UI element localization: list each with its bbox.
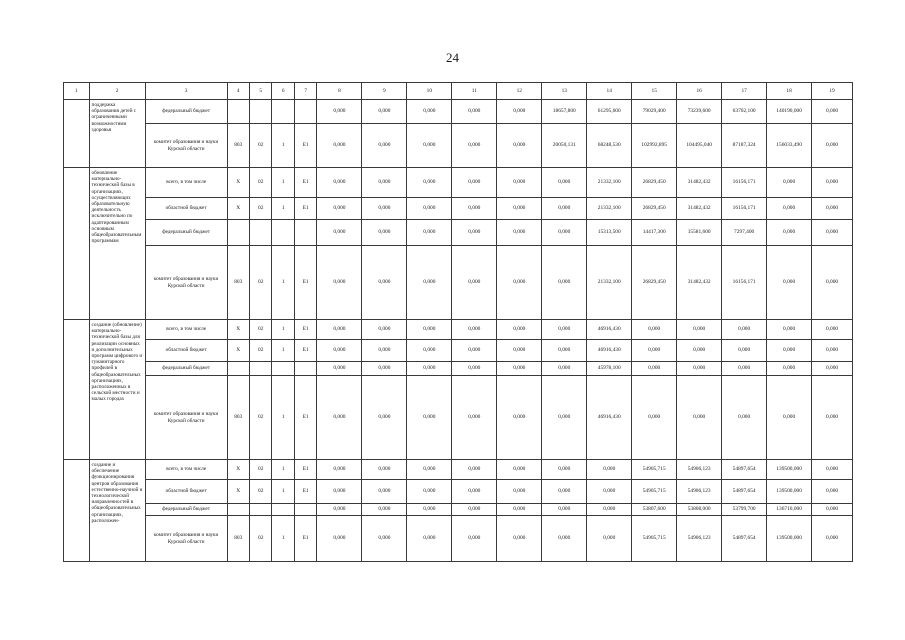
value-cell: 0,000: [317, 100, 362, 124]
table-row: [64, 168, 853, 198]
value-cell: 0,000: [317, 480, 362, 504]
code-cell: [249, 362, 271, 376]
value-cell: 0,000: [767, 168, 812, 198]
value-cell: 0,000: [767, 220, 812, 246]
value-cell: 26829,450: [632, 198, 677, 220]
value-cell: 0,000: [812, 168, 853, 198]
value-cell: 54897,654: [722, 480, 767, 504]
code-cell: 02: [249, 376, 271, 460]
value-cell: 0,000: [812, 124, 853, 168]
funding-source: всего, в том числе: [145, 168, 227, 198]
value-cell: 53808,000: [677, 504, 722, 516]
value-cell: 0,000: [317, 246, 362, 320]
code-cell: Х: [227, 320, 249, 340]
value-cell: 0,000: [812, 220, 853, 246]
value-cell: 54906,123: [677, 480, 722, 504]
value-cell: 54905,715: [632, 460, 677, 480]
code-cell: 1: [272, 246, 294, 320]
code-cell: [227, 504, 249, 516]
value-cell: 0,000: [677, 376, 722, 460]
value-cell: 0,000: [317, 376, 362, 460]
value-cell: 0,000: [362, 480, 407, 504]
funding-source: комитет образования и науки Курской области: [145, 376, 227, 460]
header-cell-1: 1: [64, 83, 90, 100]
value-cell: 0,000: [452, 340, 497, 362]
value-cell: 0,000: [452, 516, 497, 562]
header-cell-14: 14: [587, 83, 632, 100]
value-cell: 16156,171: [722, 168, 767, 198]
funding-source: областной бюджет: [145, 340, 227, 362]
code-cell: 02: [249, 460, 271, 480]
value-cell: 139500,000: [767, 460, 812, 480]
value-cell: 0,000: [407, 246, 452, 320]
value-cell: 0,000: [407, 100, 452, 124]
code-cell: 02: [249, 480, 271, 504]
code-cell: 1: [272, 168, 294, 198]
value-cell: 0,000: [812, 320, 853, 340]
funding-source: всего, в том числе: [145, 320, 227, 340]
header-cell-10: 10: [407, 83, 452, 100]
value-cell: 0,000: [632, 340, 677, 362]
code-cell: Х: [227, 340, 249, 362]
value-cell: 0,000: [812, 460, 853, 480]
value-cell: 7297,400: [722, 220, 767, 246]
code-cell: 1: [272, 516, 294, 562]
code-cell: Е1: [294, 480, 316, 504]
value-cell: 0,000: [362, 320, 407, 340]
code-cell: [227, 362, 249, 376]
code-cell: 1: [272, 124, 294, 168]
page-number: 24: [446, 50, 459, 65]
value-cell: 0,000: [362, 504, 407, 516]
header-cell-18: 18: [767, 83, 812, 100]
code-cell: [272, 220, 294, 246]
value-cell: 0,000: [812, 362, 853, 376]
value-cell: 0,000: [722, 362, 767, 376]
value-cell: 87187,324: [722, 124, 767, 168]
value-cell: 0,000: [542, 320, 587, 340]
header-row: [64, 83, 853, 100]
value-cell: 0,000: [542, 516, 587, 562]
value-cell: 0,000: [452, 504, 497, 516]
budget-table: [63, 82, 853, 562]
value-cell: 0,000: [497, 320, 542, 340]
code-cell: Е1: [294, 460, 316, 480]
value-cell: 0,000: [407, 504, 452, 516]
funding-source: федеральный бюджет: [145, 504, 227, 516]
value-cell: 61295,600: [587, 100, 632, 124]
value-cell: 26829,450: [632, 168, 677, 198]
value-cell: 53799,700: [722, 504, 767, 516]
value-cell: 0,000: [407, 168, 452, 198]
code-cell: 803: [227, 516, 249, 562]
value-cell: 0,000: [542, 168, 587, 198]
value-cell: 0,000: [452, 480, 497, 504]
value-cell: 0,000: [767, 320, 812, 340]
code-cell: 02: [249, 516, 271, 562]
value-cell: 21332,100: [587, 246, 632, 320]
code-cell: [249, 100, 271, 124]
value-cell: 31482,432: [677, 168, 722, 198]
value-cell: 21332,100: [587, 168, 632, 198]
value-cell: 0,000: [362, 100, 407, 124]
value-cell: 0,000: [407, 198, 452, 220]
value-cell: 0,000: [542, 480, 587, 504]
header-cell-3: 3: [145, 83, 227, 100]
table-row: [64, 124, 853, 168]
value-cell: 0,000: [362, 168, 407, 198]
value-cell: 0,000: [497, 376, 542, 460]
code-cell: Е1: [294, 198, 316, 220]
value-cell: 0,000: [812, 246, 853, 320]
value-cell: 0,000: [317, 168, 362, 198]
value-cell: 0,000: [767, 198, 812, 220]
value-cell: 0,000: [407, 460, 452, 480]
value-cell: 0,000: [542, 220, 587, 246]
code-cell: Е1: [294, 376, 316, 460]
row-number-cell: [64, 100, 90, 168]
value-cell: 79029,400: [632, 100, 677, 124]
table-row: [64, 100, 853, 124]
value-cell: 0,000: [317, 504, 362, 516]
activity-name: создание (обновление) материально-технической базы для реализации основных и дополнительных программ цифрового и гуманитарного профилей в общеобразовательных организациях, расположенных в сельской местности и малых городах: [89, 320, 145, 460]
value-cell: 104495,040: [677, 124, 722, 168]
value-cell: 0,000: [542, 362, 587, 376]
value-cell: 63702,100: [722, 100, 767, 124]
header-cell-2: 2: [89, 83, 145, 100]
header-cell-13: 13: [542, 83, 587, 100]
activity-name: создание и обеспечение функционирования центров образования естественно-научной и технологической направленностей в общеобразовательных организациях, расположен-: [89, 460, 145, 562]
value-cell: 0,000: [407, 376, 452, 460]
value-cell: 20050,131: [542, 124, 587, 168]
value-cell: 102992,895: [632, 124, 677, 168]
code-cell: [294, 100, 316, 124]
value-cell: 0,000: [767, 362, 812, 376]
value-cell: 0,000: [587, 480, 632, 504]
funding-source: комитет образования и науки Курской области: [145, 516, 227, 562]
code-cell: Х: [227, 168, 249, 198]
value-cell: 0,000: [812, 480, 853, 504]
value-cell: 0,000: [317, 340, 362, 362]
value-cell: 46916,430: [587, 340, 632, 362]
value-cell: 0,000: [362, 340, 407, 362]
value-cell: 16156,171: [722, 246, 767, 320]
value-cell: 0,000: [812, 198, 853, 220]
code-cell: [294, 362, 316, 376]
value-cell: 0,000: [452, 124, 497, 168]
code-cell: 1: [272, 460, 294, 480]
value-cell: 0,000: [407, 124, 452, 168]
value-cell: 54905,715: [632, 480, 677, 504]
value-cell: 0,000: [767, 246, 812, 320]
table-row: [64, 516, 853, 562]
code-cell: Х: [227, 198, 249, 220]
value-cell: 0,000: [317, 516, 362, 562]
value-cell: 0,000: [677, 320, 722, 340]
value-cell: 0,000: [317, 460, 362, 480]
code-cell: Е1: [294, 246, 316, 320]
value-cell: 31482,432: [677, 246, 722, 320]
funding-source: федеральный бюджет: [145, 362, 227, 376]
header-cell-16: 16: [677, 83, 722, 100]
value-cell: 0,000: [722, 376, 767, 460]
row-number-cell: [64, 460, 90, 562]
value-cell: 0,000: [542, 246, 587, 320]
value-cell: 0,000: [317, 320, 362, 340]
value-cell: 0,000: [407, 516, 452, 562]
value-cell: 18657,800: [542, 100, 587, 124]
table-row: [64, 246, 853, 320]
value-cell: 0,000: [452, 376, 497, 460]
funding-source: всего, в том числе: [145, 460, 227, 480]
value-cell: 0,000: [497, 220, 542, 246]
code-cell: [249, 220, 271, 246]
header-cell-7: 7: [294, 83, 316, 100]
value-cell: 16156,171: [722, 198, 767, 220]
value-cell: 0,000: [452, 460, 497, 480]
value-cell: 139500,000: [767, 516, 812, 562]
row-number-cell: [64, 168, 90, 320]
table-row: [64, 362, 853, 376]
value-cell: 68248,530: [587, 124, 632, 168]
header-cell-5: 5: [249, 83, 271, 100]
value-cell: 0,000: [812, 340, 853, 362]
value-cell: 0,000: [452, 362, 497, 376]
value-cell: 0,000: [497, 460, 542, 480]
value-cell: 0,000: [677, 340, 722, 362]
code-cell: 02: [249, 198, 271, 220]
code-cell: 02: [249, 340, 271, 362]
value-cell: 21332,100: [587, 198, 632, 220]
table-row: [64, 480, 853, 504]
value-cell: 0,000: [587, 504, 632, 516]
value-cell: 0,000: [542, 340, 587, 362]
row-number-cell: [64, 320, 90, 460]
value-cell: 0,000: [722, 320, 767, 340]
code-cell: [294, 504, 316, 516]
value-cell: 46916,430: [587, 320, 632, 340]
value-cell: 0,000: [812, 100, 853, 124]
value-cell: 54897,654: [722, 516, 767, 562]
value-cell: 0,000: [497, 480, 542, 504]
activity-name: поддержка образования детей с ограниченными возможностями здоровья: [89, 100, 145, 168]
funding-source: комитет образования и науки Курской области: [145, 124, 227, 168]
value-cell: 54906,123: [677, 516, 722, 562]
funding-source: федеральный бюджет: [145, 100, 227, 124]
code-cell: Х: [227, 480, 249, 504]
header-cell-11: 11: [452, 83, 497, 100]
value-cell: 140190,000: [767, 100, 812, 124]
value-cell: 0,000: [812, 504, 853, 516]
table-row: [64, 460, 853, 480]
code-cell: 1: [272, 340, 294, 362]
code-cell: 02: [249, 168, 271, 198]
value-cell: 0,000: [407, 320, 452, 340]
code-cell: 1: [272, 480, 294, 504]
header-cell-6: 6: [272, 83, 294, 100]
value-cell: 0,000: [497, 504, 542, 516]
code-cell: Е1: [294, 124, 316, 168]
activity-name: обновление материально-технической базы в организациях, осуществляющих образовательную деятельность исключительно по адаптированным основным общеобразовательным программам: [89, 168, 145, 320]
value-cell: 54906,123: [677, 460, 722, 480]
value-cell: 53807,600: [632, 504, 677, 516]
value-cell: 0,000: [677, 362, 722, 376]
code-cell: Е1: [294, 320, 316, 340]
value-cell: 0,000: [767, 340, 812, 362]
value-cell: 0,000: [542, 460, 587, 480]
code-cell: 02: [249, 320, 271, 340]
value-cell: 0,000: [362, 198, 407, 220]
value-cell: 0,000: [362, 220, 407, 246]
value-cell: 0,000: [542, 504, 587, 516]
header-cell-15: 15: [632, 83, 677, 100]
header-cell-17: 17: [722, 83, 767, 100]
value-cell: 0,000: [407, 480, 452, 504]
code-cell: [294, 220, 316, 246]
value-cell: 0,000: [812, 516, 853, 562]
code-cell: Е1: [294, 516, 316, 562]
funding-source: областной бюджет: [145, 198, 227, 220]
table-row: [64, 320, 853, 340]
value-cell: 0,000: [317, 198, 362, 220]
table-row: [64, 340, 853, 362]
code-cell: 1: [272, 198, 294, 220]
code-cell: 803: [227, 246, 249, 320]
value-cell: 54897,654: [722, 460, 767, 480]
header-cell-12: 12: [497, 83, 542, 100]
table-row: [64, 220, 853, 246]
value-cell: 0,000: [452, 246, 497, 320]
code-cell: [272, 504, 294, 516]
value-cell: 139500,000: [767, 480, 812, 504]
header-cell-19: 19: [812, 83, 853, 100]
value-cell: 0,000: [497, 362, 542, 376]
code-cell: 803: [227, 376, 249, 460]
value-cell: 0,000: [722, 340, 767, 362]
header-cell-4: 4: [227, 83, 249, 100]
value-cell: 45978,100: [587, 362, 632, 376]
value-cell: 0,000: [497, 198, 542, 220]
value-cell: 0,000: [362, 516, 407, 562]
code-cell: [227, 220, 249, 246]
value-cell: 31482,432: [677, 198, 722, 220]
value-cell: 0,000: [362, 124, 407, 168]
code-cell: 1: [272, 376, 294, 460]
value-cell: 0,000: [362, 376, 407, 460]
code-cell: [249, 504, 271, 516]
value-cell: 0,000: [587, 516, 632, 562]
value-cell: 0,000: [632, 320, 677, 340]
value-cell: 0,000: [452, 320, 497, 340]
funding-source: комитет образования и науки Курской области: [145, 246, 227, 320]
value-cell: 0,000: [317, 362, 362, 376]
value-cell: 0,000: [632, 376, 677, 460]
table-row: [64, 376, 853, 460]
value-cell: 0,000: [497, 516, 542, 562]
table-row: [64, 198, 853, 220]
funding-source: областной бюджет: [145, 480, 227, 504]
value-cell: 14417,300: [632, 220, 677, 246]
value-cell: 46916,430: [587, 376, 632, 460]
code-cell: [272, 362, 294, 376]
value-cell: 0,000: [497, 100, 542, 124]
value-cell: 0,000: [767, 376, 812, 460]
header-cell-8: 8: [317, 83, 362, 100]
value-cell: 0,000: [587, 460, 632, 480]
value-cell: 0,000: [452, 198, 497, 220]
code-cell: Е1: [294, 340, 316, 362]
value-cell: 0,000: [542, 376, 587, 460]
code-cell: [227, 100, 249, 124]
table-row: [64, 504, 853, 516]
value-cell: 0,000: [362, 362, 407, 376]
value-cell: 73239,600: [677, 100, 722, 124]
value-cell: 0,000: [497, 124, 542, 168]
value-cell: 0,000: [317, 220, 362, 246]
value-cell: 54905,715: [632, 516, 677, 562]
value-cell: 136710,000: [767, 504, 812, 516]
funding-source: федеральный бюджет: [145, 220, 227, 246]
code-cell: 02: [249, 124, 271, 168]
value-cell: 0,000: [542, 198, 587, 220]
value-cell: 15581,600: [677, 220, 722, 246]
value-cell: 0,000: [452, 100, 497, 124]
header-cell-9: 9: [362, 83, 407, 100]
code-cell: Х: [227, 460, 249, 480]
value-cell: 0,000: [407, 220, 452, 246]
code-cell: 1: [272, 320, 294, 340]
value-cell: 0,000: [407, 340, 452, 362]
value-cell: 0,000: [452, 168, 497, 198]
code-cell: [272, 100, 294, 124]
value-cell: 26829,450: [632, 246, 677, 320]
value-cell: 0,000: [497, 168, 542, 198]
value-cell: 0,000: [362, 246, 407, 320]
value-cell: 0,000: [407, 362, 452, 376]
code-cell: 02: [249, 246, 271, 320]
code-cell: 803: [227, 124, 249, 168]
value-cell: 156033,490: [767, 124, 812, 168]
value-cell: 15313,500: [587, 220, 632, 246]
value-cell: 0,000: [317, 124, 362, 168]
code-cell: Е1: [294, 168, 316, 198]
value-cell: 0,000: [632, 362, 677, 376]
value-cell: 0,000: [362, 460, 407, 480]
value-cell: 0,000: [812, 376, 853, 460]
value-cell: 0,000: [497, 340, 542, 362]
value-cell: 0,000: [497, 246, 542, 320]
value-cell: 0,000: [452, 220, 497, 246]
